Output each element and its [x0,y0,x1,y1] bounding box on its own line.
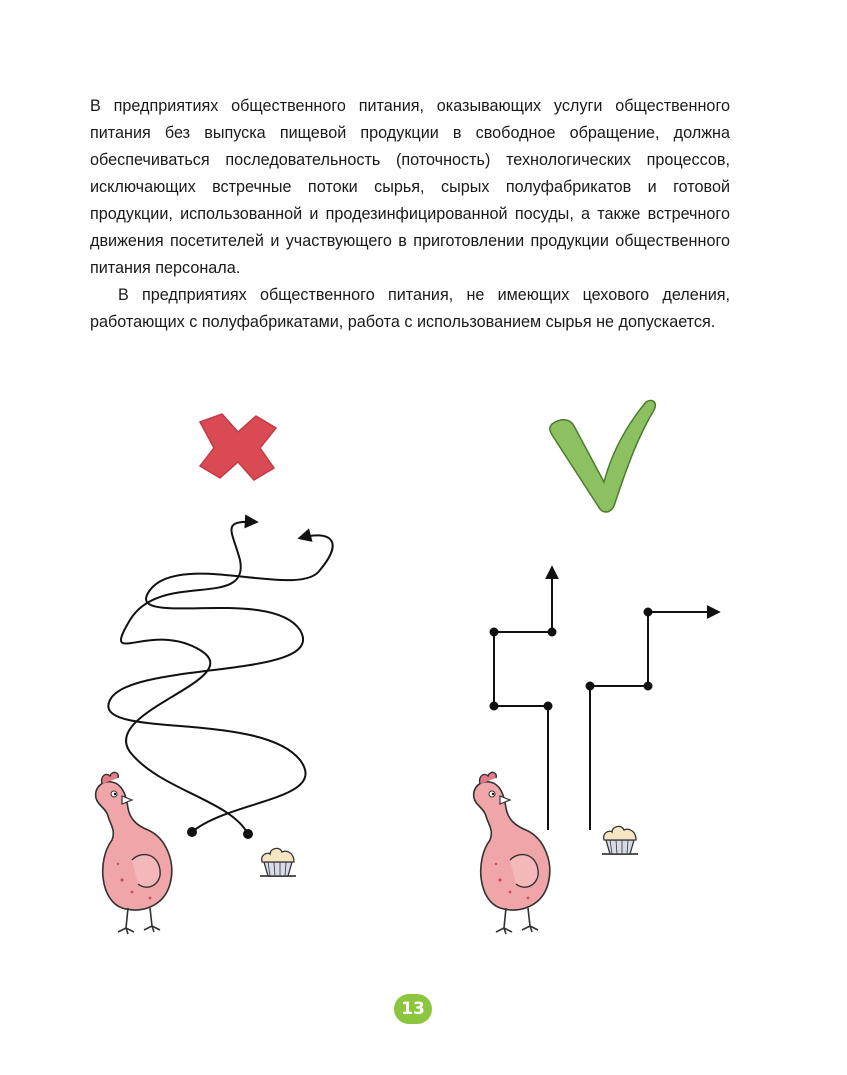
red-cross-icon [200,414,276,480]
chicken-illustration-right [474,772,550,934]
green-check-icon [550,400,655,512]
sequential-flow-paths [491,568,719,830]
chicken-illustration-left [96,772,172,934]
body-text [90,93,730,336]
cupcake-illustration-right [602,826,638,854]
crossing-flow-paths [108,522,332,838]
cupcake-illustration-left [260,848,296,876]
flow-illustration [0,380,847,940]
paragraph-flow-rules: В предприятиях общественного питания, оказывающих услуги общественного питания без выпуска пищевой продукции в свободное обращение, должна обеспечиваться последовательность (поточность) технологических процессов, исключающих встречные потоки сырья, сырых полуфабрикатов и готовой продукции, использованной и продезинфицированной посуды, а также встречного движения посетителей и участвующего в приготовлении продукции общественного питания персонала. [90,97,730,277]
paragraph-raw-materials: В предприятиях общественного питания, не имеющих цехового деления, работающих с полуфабрикатами, работа с использованием сырья не допускается. [90,286,730,331]
page-number-badge: 13 [394,994,432,1024]
